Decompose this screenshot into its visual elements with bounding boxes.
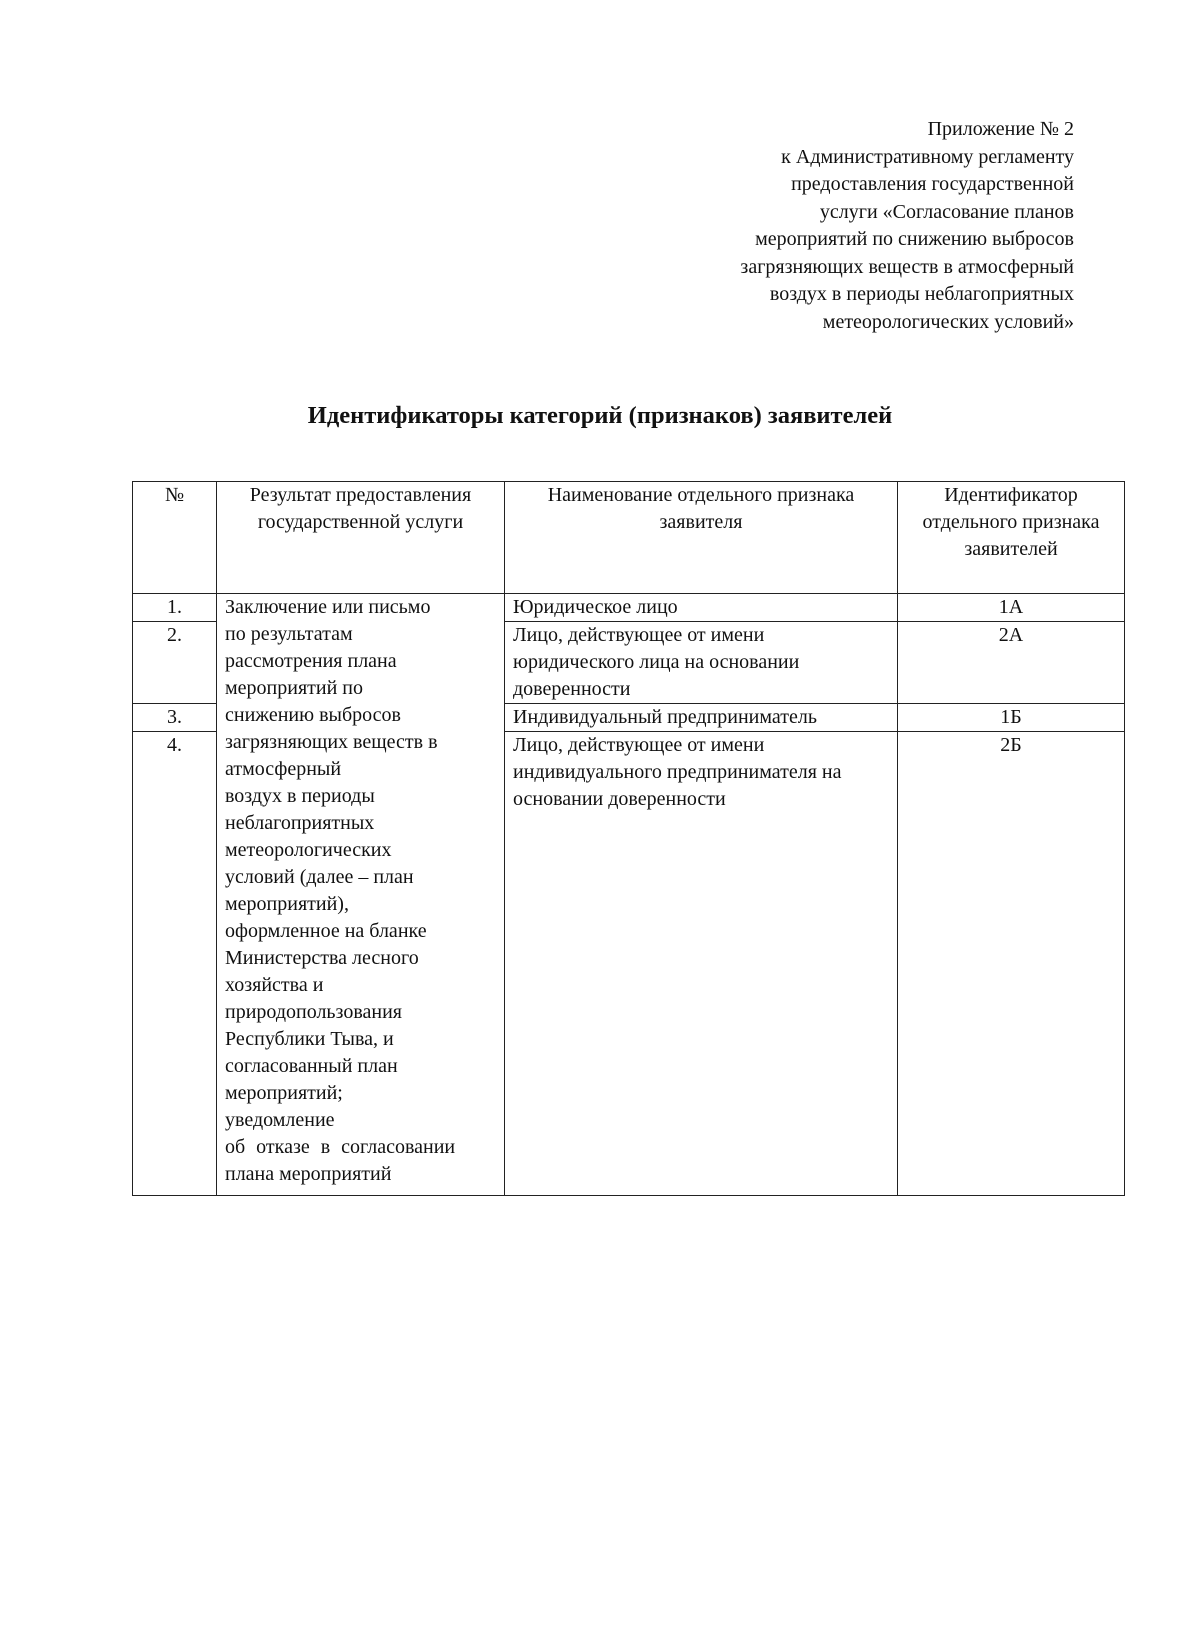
result-line: хозяйства и (225, 974, 324, 996)
result-line: плана мероприятий (225, 1163, 392, 1185)
result-line: снижению выбросов (225, 704, 401, 726)
applicant-sign: Индивидуальный предприниматель (505, 704, 898, 732)
result-line: условий (далее – план (225, 866, 414, 888)
result-line: мероприятий), (225, 893, 349, 915)
appendix-line: метеорологических условий» (822, 310, 1074, 333)
result-line: атмосферный (225, 758, 342, 780)
header-sign: Наименование отдельного признака заявителя (505, 482, 898, 594)
applicant-sign: Юридическое лицо (505, 594, 898, 622)
result-line: воздух в периоды (225, 785, 375, 807)
result-line: мероприятий; (225, 1082, 343, 1104)
row-number: 1. (133, 594, 217, 622)
header-identifier: Идентификатор отдельного признака заявителей (898, 482, 1125, 594)
applicant-categories-table (132, 481, 1125, 1196)
applicant-sign: Лицо, действующее от имени индивидуального предпринимателя на основании доверенности (505, 732, 898, 1196)
appendix-line: предоставления государственной (791, 173, 1074, 195)
result-line: неблагоприятных (225, 812, 375, 834)
service-result-cell (217, 594, 505, 1196)
applicant-identifier: 2Б (898, 732, 1125, 1196)
result-line: оформленное на бланке (225, 920, 427, 942)
result-line: метеорологических (225, 839, 392, 861)
applicant-identifier: 1А (898, 594, 1125, 622)
appendix-line: воздух в периоды неблагоприятных (769, 283, 1074, 305)
result-line: уведомление (225, 1109, 335, 1131)
appendix-line: мероприятий по снижению выбросов (755, 228, 1074, 250)
table-row (133, 594, 1125, 622)
applicant-identifier: 2А (898, 622, 1125, 704)
result-line: об отказе в согласовании (225, 1136, 456, 1158)
result-line: Заключение или письмо (225, 596, 431, 618)
result-line: Республики Тыва, и (225, 1028, 394, 1050)
table-header-row (133, 482, 1125, 594)
row-number: 2. (133, 622, 217, 704)
appendix-line: загрязняющих веществ в атмосферный (740, 255, 1074, 278)
appendix-line: услуги «Согласование планов (819, 200, 1074, 223)
result-line: природопользования (225, 1001, 402, 1023)
result-line: по результатам (225, 623, 353, 645)
applicant-sign: Лицо, действующее от имени юридического лица на основании доверенности (505, 622, 898, 704)
result-line: загрязняющих веществ в (225, 731, 438, 753)
result-line: Министерства лесного (225, 947, 419, 969)
appendix-line: Приложение № 2 (927, 118, 1074, 140)
appendix-line: к Административному регламенту (781, 145, 1074, 168)
row-number: 3. (133, 704, 217, 732)
header-number: № (133, 482, 217, 594)
result-line: рассмотрения плана (225, 650, 397, 672)
result-line: мероприятий по (225, 677, 363, 699)
document-title: Идентификаторы категорий (признаков) заявителей (307, 402, 893, 429)
appendix-note (674, 116, 1074, 336)
applicant-identifier: 1Б (898, 704, 1125, 732)
header-result: Результат предоставления государственной услуги (217, 482, 505, 594)
result-line: согласованный план (225, 1055, 398, 1077)
row-number: 4. (133, 732, 217, 1196)
